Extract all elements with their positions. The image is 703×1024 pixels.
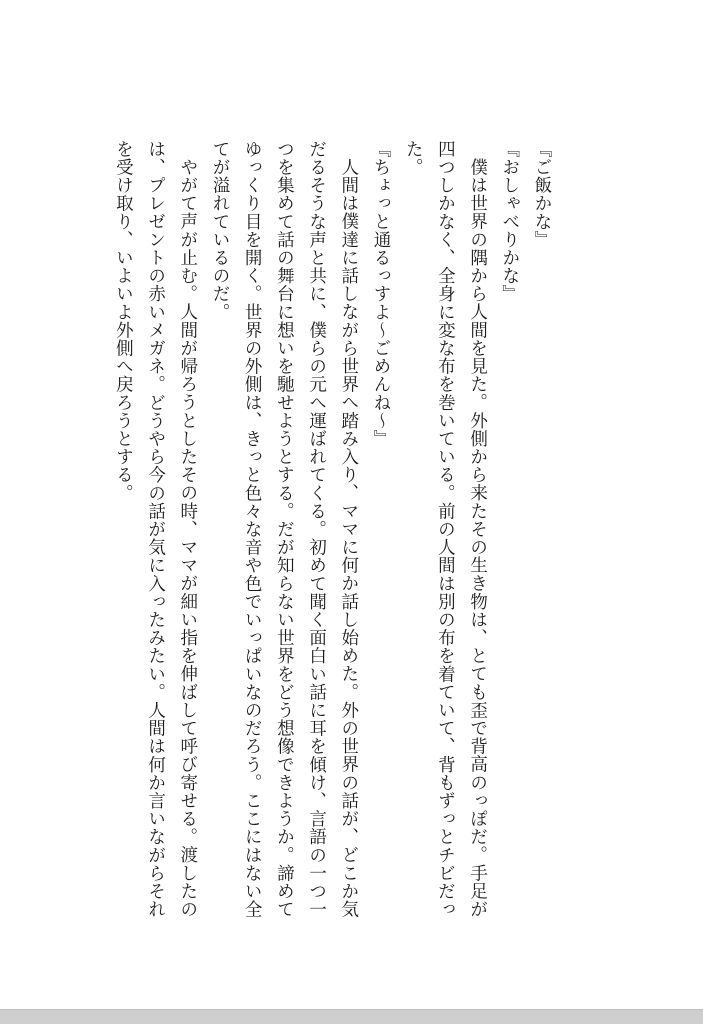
dialogue-line-2: 『おしゃべりかな』 <box>499 140 520 303</box>
narration-paragraph-2: 人間は僕達に話しながら世界へ踏み入り、ママに何か話し始めた。外の世界の話が、どこか気だるそうな声と共に、僕らの元へ運ばれてくる。初めて聞く面白い話に耳を傾け、言語の一つ一つを集めて話の舞台に想いを馳せようとする。だが知らない世界をどう想像できようか。諦めてゆっくり目を開く。世界の外側は、きっと色々な音や色でいっぱいなのだろう。ここにはない全てが溢れているのだ。 <box>209 140 359 919</box>
bottom-scrollbar[interactable] <box>0 1009 703 1024</box>
dialogue-line-1: 『ご飯かな』 <box>532 140 552 249</box>
dialogue-line-3: 『ちょっと通るっすよ～ごめんね～』 <box>370 140 391 448</box>
vertical-text-body <box>113 140 558 920</box>
narration-paragraph-1: 僕は世界の隅から人間を見た。外側から来たその生き物は、とても歪で背高のっぽだ。手足が四つしかなく、全身に変な布を巻いている。前の人間は別の布を着ていて、背もずっとチビだった。 <box>403 140 488 919</box>
narration-paragraph-3: やがて声が止む。人間が帰ろうとしたその時、ママが細い指を伸ばして呼び寄せる。渡したのは、プレゼントの赤いメガネ。どうやら今の話が気に入ったみたい。人間は何か言いながらそれを受け取り、いよいよ外側へ戻ろうとする。 <box>113 140 198 919</box>
